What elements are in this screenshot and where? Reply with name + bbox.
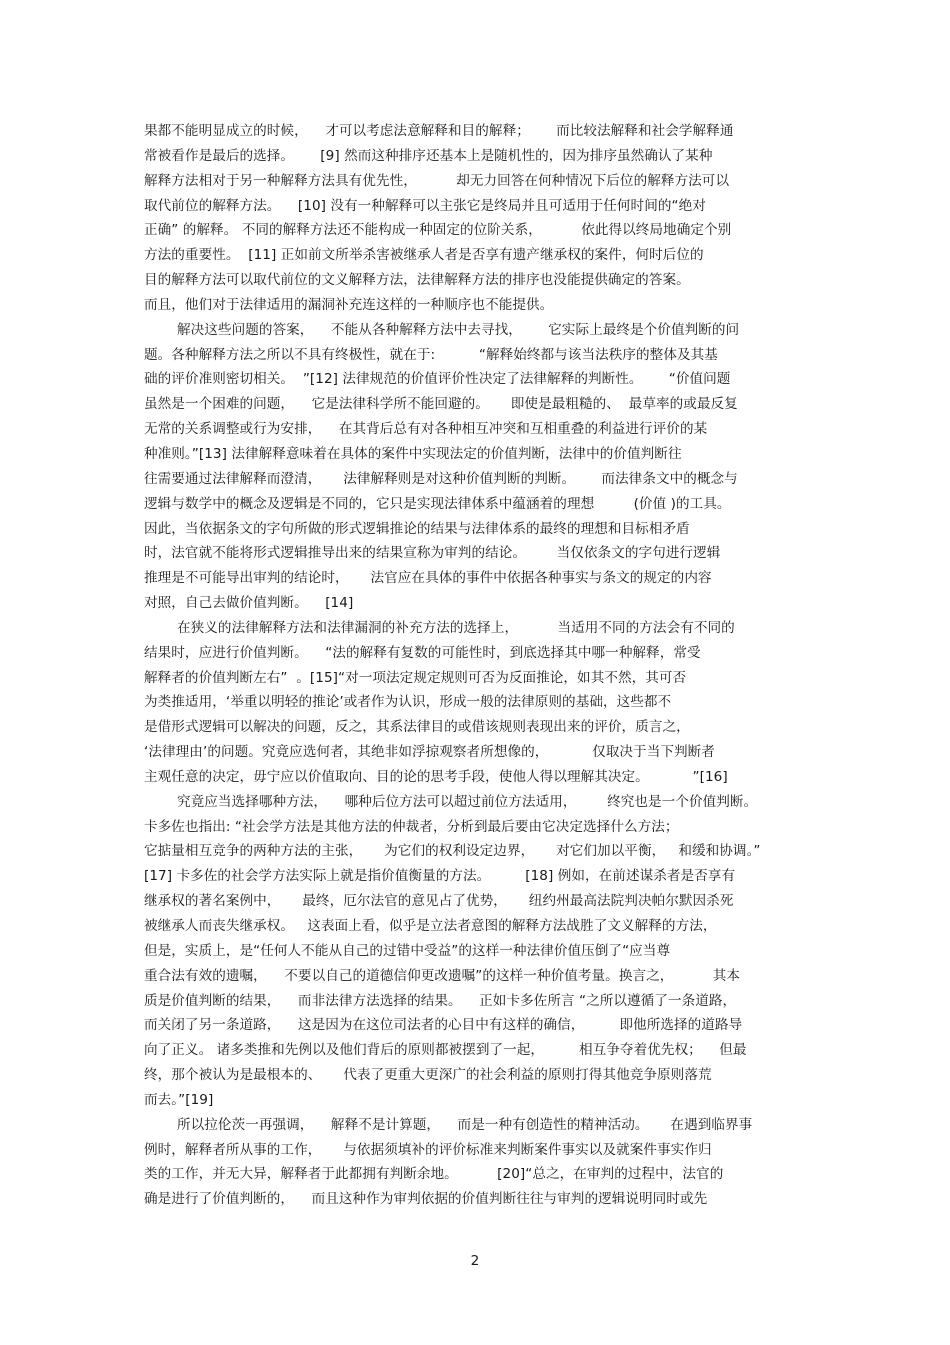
text-line: 卡多佐也指出: “社会学方法是其他方法的仲裁者，分析到最后要由它决定选择什么方法； (144, 818, 679, 835)
text-line: 常被看作是最后的选择。 [9] 然而这种排序还基本上是随机性的，因为排序虽然确认了某种 (144, 147, 713, 164)
text-line: 种准则。”[13] 法律解释意味着在具体的案件中实现法定的价值判断，法律中的价值判断往 (144, 445, 682, 462)
text-line: 终，那个被认为是最根本的、 代表了更重大更深广的社会利益的原则打得其他竞争原则落荒 (144, 1067, 712, 1084)
body-text (144, 119, 808, 1212)
text-line: 在狭义的法律解释方法和法律漏洞的补充方法的选择上， 当适用不同的方法会有不同的 (177, 619, 735, 636)
text-line: 类的工作，并无大异，解释者于此都拥有判断余地。 [20]“总之，在审判的过程中，法官的 (144, 1166, 724, 1183)
text-line: 所以拉伦茨一再强调， 解释不是计算题， 而是一种有创造性的精神活动。 在遇到临界事 (177, 1116, 753, 1133)
text-line: [17] 卡多佐的社会学方法实际上就是指价值衡量的方法。 [18] 例如，在前述谋杀者是否享有 (144, 868, 736, 885)
text-line: ‘法律理由’的问题。究竟应选何者，其绝非如浮掠观察者所想像的， 仅取决于当下判断者 (144, 744, 715, 761)
text-line: 例时，解释者所从事的工作， 与依据须填补的评价标准来判断案件事实以及就案件事实作归 (144, 1141, 712, 1158)
text-line: 无常的关系调整或行为安排， 在其背后总有对各种相互冲突和互相重叠的利益进行评价的某 (144, 421, 708, 438)
text-line: 被继承人而丧失继承权。 这表面上看，似乎是立法者意图的解释方法战胜了文义解释的方法， (144, 918, 717, 934)
text-line: 解释者的价值判断左右” 。[15]“对一项法定规定规则可否为反面推论，如其不然，其可否 (144, 669, 687, 686)
text-line: 主观任意的决定，毋宁应以价值取向、目的论的思考手段，使他人得以理解其决定。 ”[16] (144, 768, 728, 785)
text-line: 而且，他们对于法律适用的漏洞补充连这样的一种顺序也不能提供。 (144, 296, 554, 313)
text-line: 重合法有效的遗嘱， 不要以自己的道德信仰更改遗嘱”的这样一种价值考量。换言之， 其本 (144, 967, 741, 984)
text-line: 逻辑与数学中的概念及逻辑是不同的，它只是实现法律体系中蕴涵着的理想 (价值 )的工具。 (144, 495, 731, 512)
text-line: 质是价值判断的结果， 而非法律方法选择的结果。 正如卡多佐所言 “之所以遵循了一条道路， (144, 992, 737, 1009)
text-line: 础的评价准则密切相关。 ”[12] 法律规范的价值评价性决定了法律解释的判断性。 “价值问题 (144, 371, 731, 388)
text-line: 是借形式逻辑可以解决的问题，反之，其系法律目的或借该规则表现出来的评价，质言之， (144, 719, 690, 736)
text-line: 对照，自己去做价值判断。 [14] (144, 595, 354, 612)
text-line: 向了正义。 诸多类推和先例以及他们背后的原则都被摆到了一起， 相互争夺着优先权； 但最 (144, 1042, 747, 1059)
text-line: 解释方法相对于另一种解释方法具有优先性， 却无力回答在何种情况下后位的解释方法可以 (144, 172, 730, 189)
text-line: 确是进行了价值判断的， 而且这种作为审判依据的价值判断往往与审判的逻辑说明同时或先 (144, 1191, 708, 1208)
text-line: 取代前位的解释方法。 [10] 没有一种解释可以主张它是终局并且可适用于任何时间的“绝对 (144, 197, 706, 214)
text-line: 因此，当依据条文的字句所做的形式逻辑推论的结果与法律体系的最终的理想和目标相矛盾 (144, 520, 690, 537)
text-line: 时，法官就不能将形式逻辑推导出来的结果宣称为审判的结论。 当仅依条文的字句进行逻辑 (144, 545, 721, 562)
text-line: 虽然是一个困难的问题， 它是法律科学所不能回避的。 即使是最粗糙的、 最草率的或最反复 (144, 396, 738, 413)
text-line: 解决这些问题的答案， 不能从各种解释方法中去寻找， 它实际上最终是个价值判断的问 (177, 321, 740, 338)
text-line: 结果时，应进行价值判断。 “法的解释有复数的可能性时，到底选择其中哪一种解释，常受 (144, 644, 701, 661)
text-line: 果都不能明显成立的时候， 才可以考虑法意解释和目的解释； 而比较法解释和社会学解释通 (144, 123, 734, 139)
text-line: 正确” 的解释。 不同的解释方法还不能构成一种固定的位阶关系， 依此得以终局地确定个别 (144, 222, 732, 239)
text-line: 究竟应当选择哪种方法， 哪种后位方法可以超过前位方法适用， 终究也是一个价值判断。 (177, 793, 758, 810)
page-number: 2 (470, 1253, 480, 1269)
text-line: 但是，实质上，是“任何人不能从自己的过错中受益”的这样一种法律价值压倒了“应当尊 (144, 942, 671, 959)
text-line: 而去。”[19] (144, 1091, 214, 1108)
text-line: 继承权的著名案例中， 最终，厄尔法官的意见占了优势， 纽约州最高法院判决帕尔默因杀死 (144, 893, 734, 910)
text-line: 它掂量相互竞争的两种方法的主张， 为它们的权利设定边界， 对它们加以平衡， 和缓和协调。” (144, 843, 761, 860)
text-line: 为类推适用，‘举重以明轻的推论’或者作为认识，形成一般的法律原则的基础，这些都不 (144, 694, 672, 711)
text-line: 而关闭了另一条道路， 这是因为在这位司法者的心目中有这样的确信， 即他所选择的道路导 (144, 1017, 743, 1034)
text-line: 推理是不可能导出审判的结论时， 法官应在具体的事件中依据各种事实与条文的规定的内容 (144, 570, 712, 587)
text-line: 往需要通过法律解释而澄清， 法律解释则是对这种价值判断的判断。 而法律条文中的概念与 (144, 470, 738, 487)
text-line: 方法的重要性。 [11] 正如前文所举杀害被继承人者是否享有遗产继承权的案件，何时后位的 (144, 247, 704, 264)
text-line: 题。各种解释方法之所以不具有终极性，就在于: “解释始终都与该当法秩序的整体及其基 (144, 346, 718, 363)
text-line: 目的解释方法可以取代前位的文义解释方法，法律解释方法的排序也没能提供确定的答案。 (144, 272, 690, 289)
